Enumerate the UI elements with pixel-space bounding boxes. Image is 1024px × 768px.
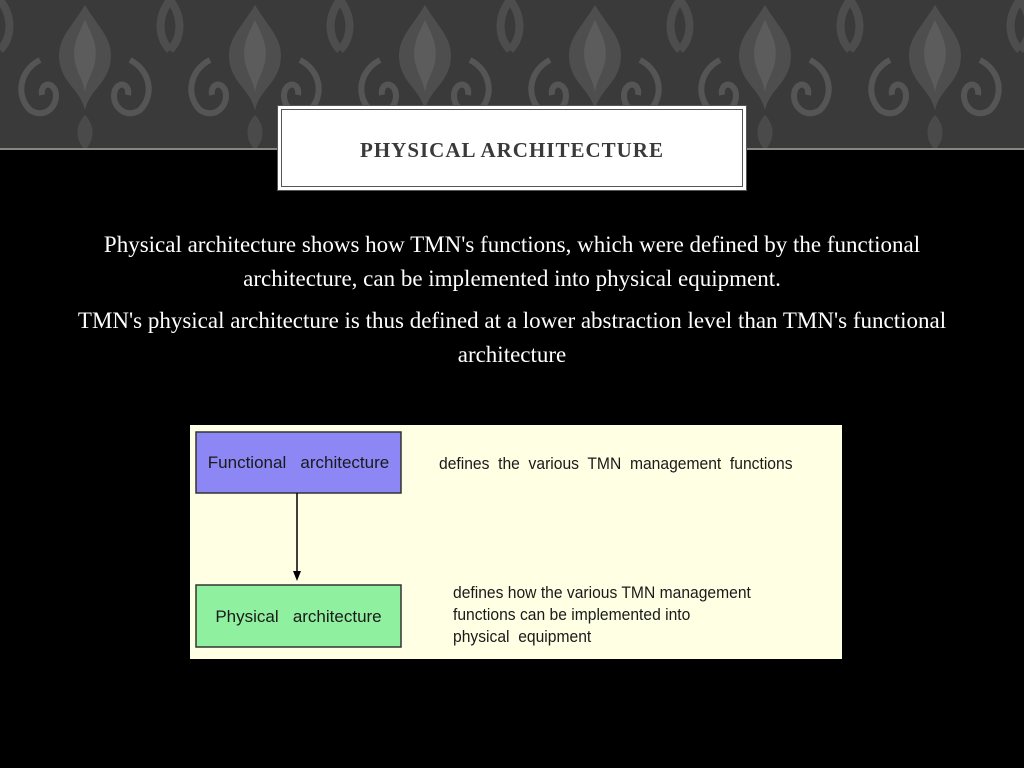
- paragraph-1: Physical architecture shows how TMN's functions, which were defined by the functional architecture, can be implemented into physical equipment.: [103, 232, 921, 291]
- functional-description: defines the various TMN management functions: [439, 454, 793, 473]
- slide-body: [50, 228, 974, 380]
- slide-title: PHYSICAL ARCHITECTURE: [360, 138, 664, 162]
- physical-description: [453, 582, 751, 648]
- physical-architecture-label: Physical architecture: [215, 607, 382, 626]
- slide-title-box: [277, 105, 747, 191]
- paragraph-2: TMN's physical architecture is thus defined at a lower abstraction level than TMN's functional architecture: [77, 308, 947, 367]
- physical-description-line-3: physical equipment: [453, 627, 592, 646]
- arrow-head: [293, 571, 301, 581]
- functional-architecture-label: Functional architecture: [207, 453, 390, 472]
- physical-description-line-2: functions can be implemented into: [453, 605, 691, 624]
- architecture-diagram: [190, 425, 842, 659]
- physical-description-line-1: defines how the various TMN management: [453, 583, 751, 602]
